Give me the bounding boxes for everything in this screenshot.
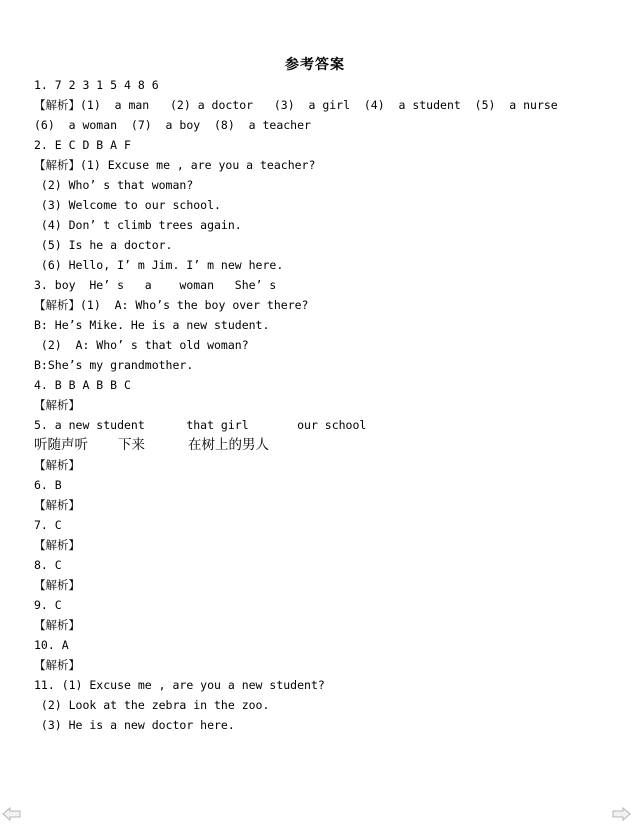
answer-line: 9. C (34, 598, 62, 612)
answer-line: 5. a new student that girl our school (34, 418, 367, 432)
answer-line: B:She’s my grandmother. (34, 358, 194, 372)
answer-line: (5) Is he a doctor. (34, 238, 173, 252)
answer-line: 11. (1) Excuse me , are you a new student? (34, 678, 325, 692)
answer-line: 【解析】 (34, 618, 80, 632)
answer-line: (3) Welcome to our school. (34, 198, 221, 212)
answer-line: (2) Who’ s that woman? (34, 178, 194, 192)
answer-line: 3. boy He’ s a woman She’ s (34, 278, 277, 292)
answer-line: 10. A (34, 638, 69, 652)
answer-line: B: He’s Mike. He is a new student. (34, 318, 270, 332)
arrow-left-icon (2, 806, 22, 822)
page-title: 参考答案 (285, 57, 345, 73)
answer-line: 【解析】(1) Excuse me , are you a teacher? (34, 158, 316, 172)
answer-line: 【解析】 (34, 398, 80, 412)
prev-page-button[interactable] (1, 805, 23, 823)
answer-line: 4. B B A B B C (34, 378, 131, 392)
answer-line: 1. 7 2 3 1 5 4 8 6 (34, 78, 159, 92)
answer-line: (6) a woman (7) a boy (8) a teacher (34, 118, 311, 132)
answer-line: 2. E C D B A F (34, 138, 131, 152)
answer-line: 听随声听 下来 在树上的男人 (34, 437, 269, 453)
answer-line: 【解析】(1) a man (2) a doctor (3) a girl (4) a student (5) a nurse (34, 98, 558, 112)
answer-line: 8. C (34, 558, 62, 572)
answer-line: 【解析】 (34, 498, 80, 512)
answer-line: 【解析】 (34, 458, 80, 472)
answer-content (34, 75, 630, 735)
answer-line: (2) A: Who’ s that old woman? (34, 338, 249, 352)
answer-line: 【解析】(1) A: Who’s the boy over there? (34, 298, 309, 312)
next-page-button[interactable] (610, 805, 632, 823)
answer-line: (2) Look at the zebra in the zoo. (34, 698, 270, 712)
arrow-right-icon (611, 806, 631, 822)
answer-line: (6) Hello, I’ m Jim. I’ m new here. (34, 258, 284, 272)
answer-line: (3) He is a new doctor here. (34, 718, 235, 732)
answer-line: (4) Don’ t climb trees again. (34, 218, 242, 232)
answer-line: 6. B (34, 478, 62, 492)
answer-line: 【解析】 (34, 538, 80, 552)
answer-line: 【解析】 (34, 578, 80, 592)
answer-line: 【解析】 (34, 658, 80, 672)
answer-line: 7. C (34, 518, 62, 532)
